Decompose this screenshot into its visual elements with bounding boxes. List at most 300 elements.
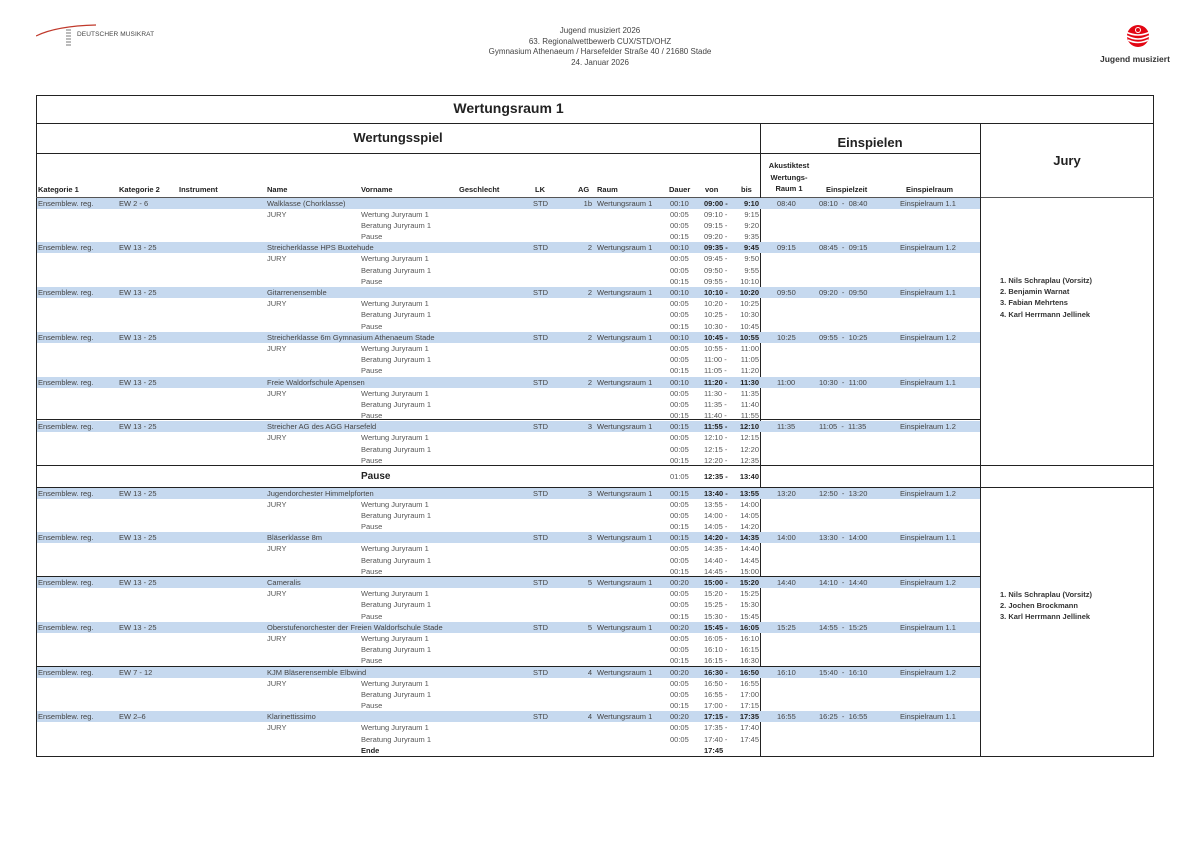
- von-cell: 15:45 -: [704, 622, 728, 632]
- einspielraum-cell: Einspielraum 1.2: [900, 332, 956, 342]
- von-cell: 09:15 -: [704, 220, 728, 230]
- einspielzeit-cell: 11:05 - 11:35: [819, 422, 867, 432]
- table-row: [37, 287, 980, 298]
- jury-member: 2. Benjamin Warnat: [1000, 287, 1070, 297]
- table-row: [37, 198, 980, 209]
- jury-member: 1. Nils Schraplau (Vorsitz): [1000, 590, 1092, 599]
- von-cell: 16:05 -: [704, 633, 728, 643]
- dauer-cell: 00:15: [670, 533, 689, 543]
- von-cell: 11:05 -: [704, 366, 727, 376]
- col-raum: Raum: [597, 185, 618, 194]
- dauer-cell: 00:05: [670, 310, 689, 320]
- activity-label: Beratung Juryraum 1: [361, 510, 432, 520]
- dauer-cell: 00:20: [670, 712, 689, 722]
- jury-label: JURY: [267, 433, 287, 443]
- dauer-cell: 00:05: [670, 343, 689, 353]
- von-cell: 10:55 -: [704, 343, 728, 353]
- name-cell: Cameralis: [267, 578, 301, 587]
- bis-cell: 15:00: [740, 566, 759, 576]
- einspielraum-cell: Einspielraum 1.1: [900, 377, 956, 387]
- kategorie2-cell: EW 13 - 25: [119, 533, 157, 543]
- event-date: 24. Januar 2026: [571, 57, 629, 67]
- akustiktest-cell: 15:25: [777, 622, 796, 632]
- lunch-pause-von: 12:35 -: [704, 472, 728, 481]
- table-subrow: [37, 410, 760, 421]
- einspielzeit-cell: 16:25 - 16:55: [819, 712, 868, 722]
- jury-label: JURY: [267, 209, 287, 219]
- table-subrow: [37, 510, 760, 521]
- kategorie2-cell: EW 2 - 6: [119, 198, 149, 208]
- dauer-cell: 00:15: [670, 321, 689, 331]
- lk-cell: STD: [533, 712, 548, 722]
- name-cell: Oberstufenorchester der Freien Waldorfschule Stade: [267, 622, 443, 632]
- bis-cell: 12:10: [739, 422, 759, 432]
- name-cell: Gitarrenensemble: [267, 288, 327, 297]
- dauer-cell: 00:05: [670, 633, 689, 643]
- von-cell: 11:40 -: [704, 411, 727, 421]
- dauer-cell: 00:15: [670, 522, 689, 532]
- table-subrow: [37, 276, 760, 287]
- jury-label: JURY: [267, 678, 287, 688]
- activity-label: Wertung Juryraum 1: [361, 343, 429, 353]
- col-vorname: Vorname: [361, 185, 393, 194]
- col-einspielzeit: Einspielzeit: [826, 185, 868, 194]
- kategorie2-cell: EW 13 - 25: [119, 332, 157, 342]
- table-subrow: [37, 566, 760, 577]
- lk-cell: STD: [533, 243, 548, 253]
- einspielraum-cell: Einspielraum 1.2: [900, 667, 956, 677]
- einspielraum-cell: Einspielraum 1.1: [900, 712, 956, 722]
- table-subrow: [37, 444, 760, 455]
- akustiktest-cell: 10:25: [777, 332, 796, 342]
- lk-cell: STD: [533, 533, 548, 543]
- von-cell: 17:45: [704, 745, 724, 755]
- bis-cell: 11:20: [740, 366, 759, 376]
- kategorie2-cell: EW 13 - 25: [119, 288, 157, 297]
- table-subrow: [37, 745, 760, 756]
- activity-label: Pause: [361, 321, 383, 331]
- dauer-cell: 00:15: [670, 411, 689, 421]
- von-cell: 16:50 -: [704, 678, 728, 688]
- lk-cell: STD: [533, 332, 548, 342]
- activity-label: Wertung Juryraum 1: [361, 723, 429, 733]
- jury-label: JURY: [267, 633, 287, 643]
- lk-cell: STD: [533, 488, 548, 498]
- table-subrow: [37, 432, 760, 443]
- einspielzeit-cell: 09:55 - 10:25: [819, 332, 868, 342]
- bis-cell: 11:05: [740, 355, 759, 365]
- dauer-cell: 00:15: [670, 701, 689, 711]
- col-kategorie2: Kategorie 2: [119, 185, 160, 194]
- col-einspielraum: Einspielraum: [906, 185, 954, 194]
- activity-label: Wertung Juryraum 1: [361, 254, 429, 264]
- von-cell: 15:20 -: [704, 589, 728, 599]
- ag-cell: 5: [587, 578, 592, 587]
- von-cell: 12:20 -: [704, 455, 728, 465]
- activity-label: Beratung Juryraum 1: [361, 220, 432, 230]
- kategorie2-cell: EW 7 - 12: [119, 667, 153, 677]
- dauer-cell: 00:10: [670, 377, 689, 387]
- table-subrow: [37, 588, 760, 599]
- activity-label: Pause: [361, 566, 383, 576]
- von-cell: 14:45 -: [704, 566, 728, 576]
- von-cell: 14:40 -: [704, 555, 728, 565]
- jury-label: JURY: [267, 499, 287, 509]
- activity-label: Pause: [361, 366, 383, 376]
- table-subrow: [37, 722, 760, 733]
- von-cell: 09:45 -: [704, 254, 728, 264]
- jury-label: JURY: [267, 299, 287, 309]
- jugend-musiziert-logo-icon: [1122, 24, 1154, 48]
- bis-cell: 10:10: [740, 276, 759, 286]
- table-subrow: [37, 343, 760, 354]
- dauer-cell: 00:15: [670, 611, 689, 621]
- table-subrow: [37, 298, 760, 309]
- section-wertungsspiel: Wertungsspiel: [353, 130, 443, 145]
- table-row: [37, 711, 980, 722]
- dauer-cell: 00:05: [670, 510, 689, 520]
- von-cell: 16:55 -: [704, 689, 728, 699]
- von-cell: 17:00 -: [704, 701, 728, 711]
- von-cell: 11:30 -: [704, 388, 727, 398]
- jury-member: 3. Karl Herrmann Jellinek: [1000, 612, 1091, 622]
- table-row: [37, 421, 980, 432]
- dauer-cell: 00:15: [670, 232, 689, 242]
- activity-label: Beratung Juryraum 1: [361, 689, 432, 699]
- dauer-cell: 00:05: [670, 678, 689, 688]
- von-cell: 14:05 -: [704, 522, 728, 532]
- activity-label: Wertung Juryraum 1: [361, 388, 429, 398]
- dauer-cell: 00:05: [670, 220, 689, 230]
- jugend-musiziert-label: Jugend musiziert: [1100, 54, 1170, 64]
- dauer-cell: 00:20: [670, 622, 689, 632]
- dauer-cell: 00:05: [670, 399, 689, 409]
- activity-label: Pause: [361, 522, 383, 532]
- ag-cell: 2: [587, 332, 592, 342]
- von-cell: 10:30 -: [704, 321, 728, 331]
- activity-label: Wertung Juryraum 1: [361, 589, 429, 599]
- bis-cell: 11:00: [740, 343, 759, 353]
- dauer-cell: 00:15: [670, 422, 689, 432]
- col-name: Name: [267, 185, 288, 194]
- dauer-cell: 00:05: [670, 589, 689, 599]
- bis-cell: 13:55: [739, 488, 759, 498]
- einspielzeit-cell: 14:10 - 14:40: [819, 578, 868, 587]
- raum-cell: Wertungsraum 1: [597, 622, 653, 632]
- einspielraum-cell: Einspielraum 1.2: [900, 488, 956, 498]
- ag-cell: 4: [587, 667, 592, 677]
- dauer-cell: 00:05: [670, 388, 689, 398]
- kategorie1-cell: Ensemblew. reg.: [38, 667, 94, 677]
- lk-cell: STD: [533, 288, 548, 297]
- activity-label: Ende: [361, 745, 380, 755]
- table-row: [37, 332, 980, 343]
- activity-label: Wertung Juryraum 1: [361, 499, 429, 509]
- table-subrow: [37, 611, 760, 622]
- dauer-cell: 00:05: [670, 723, 689, 733]
- ag-cell: 2: [587, 288, 592, 297]
- dauer-cell: 00:05: [670, 689, 689, 699]
- lunch-pause-bis: 13:40: [739, 472, 759, 481]
- bis-cell: 16:10: [740, 633, 759, 643]
- name-cell: Klarinettissimo: [267, 712, 316, 722]
- bis-cell: 16:55: [740, 678, 759, 688]
- einspielzeit-cell: 14:55 - 15:25: [819, 622, 868, 632]
- dauer-cell: 00:05: [670, 355, 689, 365]
- activity-label: Beratung Juryraum 1: [361, 399, 432, 409]
- name-cell: Streicher AG des AGG Harsefeld: [267, 422, 377, 432]
- kategorie2-cell: EW 13 - 25: [119, 488, 157, 498]
- kategorie2-cell: EW 13 - 25: [119, 578, 157, 587]
- ag-cell: 2: [587, 377, 592, 387]
- von-cell: 09:50 -: [704, 265, 728, 275]
- raum-cell: Wertungsraum 1: [597, 533, 653, 543]
- table-subrow: [37, 399, 760, 410]
- jury-label: JURY: [267, 343, 287, 353]
- kategorie1-cell: Ensemblew. reg.: [38, 578, 94, 587]
- dauer-cell: 00:05: [670, 433, 689, 443]
- dauer-cell: 00:15: [670, 276, 689, 286]
- einspielzeit-cell: 13:30 - 14:00: [819, 533, 868, 543]
- bis-cell: 12:20: [740, 444, 759, 454]
- name-cell: Bläserklasse 8m: [267, 533, 323, 543]
- table-subrow: [37, 388, 760, 399]
- einspielzeit-cell: 10:30 - 11:00: [819, 377, 867, 387]
- dauer-cell: 00:05: [670, 555, 689, 565]
- dauer-cell: 00:10: [670, 332, 689, 342]
- einspielzeit-cell: 08:10 - 08:40: [819, 198, 868, 208]
- kategorie1-cell: Ensemblew. reg.: [38, 622, 94, 632]
- dauer-cell: 00:05: [670, 734, 689, 744]
- kategorie2-cell: EW 13 - 25: [119, 377, 157, 387]
- activity-label: Pause: [361, 656, 383, 666]
- bis-cell: 9:35: [744, 232, 759, 242]
- activity-label: Pause: [361, 611, 383, 621]
- activity-label: Beratung Juryraum 1: [361, 265, 432, 275]
- akustiktest-cell: 16:10: [777, 667, 796, 677]
- von-cell: 15:30 -: [704, 611, 728, 621]
- von-cell: 13:55 -: [704, 499, 728, 509]
- table-subrow: [37, 365, 760, 376]
- table-row: [37, 242, 980, 253]
- name-cell: Walklasse (Chorklasse): [267, 198, 346, 208]
- table-subrow: [37, 734, 760, 745]
- von-cell: 17:40 -: [704, 734, 728, 744]
- von-cell: 09:10 -: [704, 209, 728, 219]
- bis-cell: 14:35: [739, 533, 759, 543]
- akustiktest-cell: 14:40: [777, 578, 796, 587]
- jury-label: JURY: [267, 544, 287, 554]
- einspielzeit-cell: 15:40 - 16:10: [819, 667, 868, 677]
- activity-label: Pause: [361, 701, 383, 711]
- name-cell: Streicherklasse 6m Gymnasium Athenaeum Stade: [267, 332, 435, 342]
- col-lk: LK: [535, 185, 545, 194]
- lk-cell: STD: [533, 422, 548, 432]
- jury-list-afternoon: [1000, 589, 1092, 623]
- von-cell: 12:10 -: [704, 433, 728, 443]
- dauer-cell: 00:10: [670, 243, 689, 253]
- von-cell: 14:35 -: [704, 544, 728, 554]
- von-cell: 16:15 -: [704, 656, 728, 666]
- kategorie1-cell: Ensemblew. reg.: [38, 377, 94, 387]
- kategorie1-cell: Ensemblew. reg.: [38, 533, 94, 543]
- table-row: [37, 622, 980, 633]
- jury-member: 1. Nils Schraplau (Vorsitz): [1000, 276, 1092, 285]
- von-cell: 11:00 -: [704, 355, 727, 365]
- activity-label: Beratung Juryraum 1: [361, 734, 432, 744]
- raum-cell: Wertungsraum 1: [597, 243, 653, 253]
- activity-label: Beratung Juryraum 1: [361, 444, 432, 454]
- akustiktest-cell: 11:35: [777, 422, 796, 432]
- bis-cell: 11:40: [740, 399, 759, 409]
- akustiktest-cell: 13:20: [777, 488, 796, 498]
- name-cell: Freie Waldorfschule Apensen: [267, 377, 365, 387]
- table-subrow: [37, 633, 760, 644]
- activity-label: Pause: [361, 411, 383, 421]
- bis-cell: 15:45: [740, 611, 759, 621]
- activity-label: Beratung Juryraum 1: [361, 555, 432, 565]
- bis-cell: 14:05: [740, 510, 759, 520]
- von-cell: 11:35 -: [704, 399, 727, 409]
- event-header: [400, 26, 800, 68]
- bis-cell: 15:20: [739, 578, 759, 587]
- bis-cell: 14:40: [740, 544, 759, 554]
- table-subrow: [37, 253, 760, 264]
- ag-cell: 3: [587, 422, 592, 432]
- col-kategorie1: Kategorie 1: [38, 185, 79, 194]
- raum-cell: Wertungsraum 1: [597, 488, 653, 498]
- ag-cell: 4: [587, 712, 592, 722]
- jury-list-morning: [1000, 275, 1092, 320]
- ag-cell: 1b: [583, 198, 592, 208]
- kategorie1-cell: Ensemblew. reg.: [38, 488, 94, 498]
- bis-cell: 9:10: [743, 198, 759, 208]
- bis-cell: 12:15: [740, 433, 759, 443]
- raum-cell: Wertungsraum 1: [597, 422, 653, 432]
- raum-cell: Wertungsraum 1: [597, 712, 653, 722]
- bis-cell: 14:20: [740, 522, 759, 532]
- table-row: [37, 377, 980, 388]
- von-cell: 15:25 -: [704, 600, 728, 610]
- von-cell: 09:00 -: [704, 198, 728, 208]
- dauer-cell: 00:05: [670, 299, 689, 309]
- dauer-cell: 00:05: [670, 499, 689, 509]
- bis-cell: 16:15: [740, 645, 759, 655]
- kategorie1-cell: Ensemblew. reg.: [38, 712, 94, 722]
- jury-label: JURY: [267, 254, 287, 264]
- von-cell: 09:20 -: [704, 232, 728, 242]
- raum-cell: Wertungsraum 1: [597, 288, 653, 297]
- einspielzeit-cell: 09:20 - 09:50: [819, 288, 868, 297]
- col-von: von: [705, 185, 719, 194]
- von-cell: 09:35 -: [704, 243, 728, 253]
- lk-cell: STD: [533, 578, 548, 587]
- von-cell: 10:45 -: [704, 332, 728, 342]
- jury-label: JURY: [267, 723, 287, 733]
- von-cell: 14:20 -: [704, 533, 728, 543]
- einspielzeit-cell: 12:50 - 13:20: [819, 488, 868, 498]
- bis-cell: 12:35: [740, 455, 759, 465]
- dauer-cell: 00:05: [670, 209, 689, 219]
- akustiktest-cell: 14:00: [777, 533, 796, 543]
- section-einspielen: Einspielen: [837, 135, 903, 150]
- bis-cell: 16:05: [739, 622, 759, 632]
- bis-cell: 17:00: [740, 689, 759, 699]
- deutscher-musikrat-label: DEUTSCHER MUSIKRAT: [77, 31, 155, 38]
- von-cell: 15:00 -: [704, 578, 728, 587]
- von-cell: 10:20 -: [704, 299, 728, 309]
- table-row: [37, 488, 980, 499]
- dauer-cell: 00:10: [670, 198, 689, 208]
- dauer-cell: 00:10: [670, 288, 689, 297]
- table-subrow: [37, 321, 760, 332]
- activity-label: Pause: [361, 232, 383, 242]
- room-title: Wertungsraum 1: [453, 100, 564, 116]
- table-row: [37, 577, 980, 588]
- bis-cell: 17:40: [740, 723, 759, 733]
- dauer-cell: 00:15: [670, 366, 689, 376]
- col-bis: bis: [741, 185, 752, 194]
- dauer-cell: 00:05: [670, 645, 689, 655]
- jury-label: JURY: [267, 388, 287, 398]
- kategorie2-cell: EW 13 - 25: [119, 422, 157, 432]
- von-cell: 16:10 -: [704, 645, 728, 655]
- ag-cell: 3: [587, 488, 592, 498]
- bis-cell: 16:50: [739, 667, 759, 677]
- table-subrow: [37, 354, 760, 365]
- bis-cell: 9:55: [744, 265, 759, 275]
- einspielraum-cell: Einspielraum 1.2: [900, 422, 956, 432]
- einspielraum-cell: Einspielraum 1.2: [900, 243, 956, 253]
- akustiktest-cell: 11:00: [777, 377, 796, 387]
- bis-cell: 10:45: [740, 321, 759, 331]
- table-subrow: [37, 309, 760, 320]
- bis-cell: 9:45: [743, 243, 759, 253]
- lk-cell: STD: [533, 622, 548, 632]
- einspielzeit-cell: 08:45 - 09:15: [819, 243, 868, 253]
- lunch-pause-label: Pause: [361, 471, 391, 482]
- col-instrument: Instrument: [179, 185, 218, 194]
- table-subrow: [37, 220, 760, 231]
- event-venue: Gymnasium Athenaeum / Harsefelder Straße 40 / 21680 Stade: [488, 47, 712, 56]
- table-subrow: [37, 678, 760, 689]
- table-subrow: [37, 209, 760, 220]
- table-row: [37, 532, 980, 543]
- table-row: [37, 667, 980, 678]
- dauer-cell: 00:15: [670, 488, 689, 498]
- bis-cell: 11:55: [740, 411, 759, 421]
- von-cell: 17:15 -: [704, 712, 728, 722]
- kategorie1-cell: Ensemblew. reg.: [38, 422, 94, 432]
- col-geschlecht: Geschlecht: [459, 185, 500, 194]
- bis-cell: 11:30: [740, 377, 759, 387]
- dauer-cell: 00:20: [670, 667, 689, 677]
- von-cell: 10:10 -: [704, 288, 728, 297]
- raum-cell: Wertungsraum 1: [597, 198, 653, 208]
- akustiktest-cell: 09:15: [777, 243, 796, 253]
- raum-cell: Wertungsraum 1: [597, 377, 653, 387]
- dauer-cell: 00:05: [670, 544, 689, 554]
- bis-cell: 10:25: [740, 299, 759, 309]
- bis-cell: 17:45: [740, 734, 759, 744]
- activity-label: Wertung Juryraum 1: [361, 299, 429, 309]
- kategorie1-cell: Ensemblew. reg.: [38, 198, 94, 208]
- raum-cell: Wertungsraum 1: [597, 667, 653, 677]
- bis-cell: 14:45: [740, 555, 759, 565]
- von-cell: 13:40 -: [704, 488, 728, 498]
- kategorie2-cell: EW 13 - 25: [119, 622, 157, 632]
- jury-member: 3. Fabian Mehrtens: [1000, 298, 1068, 308]
